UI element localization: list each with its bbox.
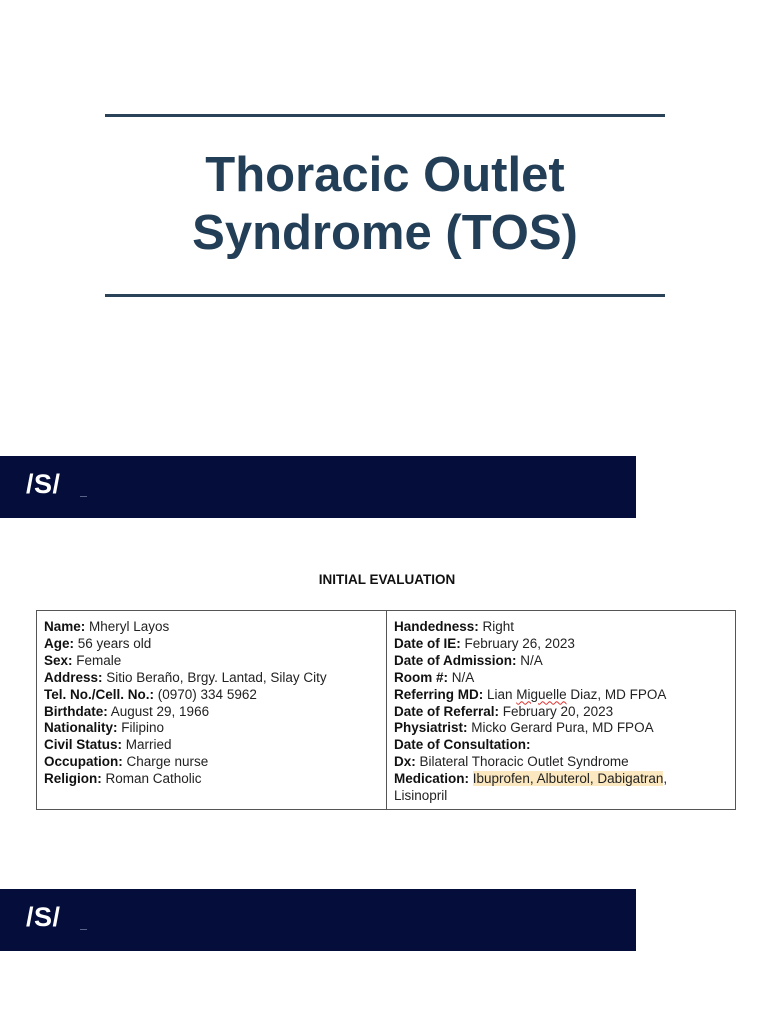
field-medication: Medication: Ibuprofen, Albuterol, Dabigatran, (394, 771, 668, 787)
title-bottom-rule (105, 294, 665, 297)
field-date-of-ie: Date of IE: February 26, 2023 (394, 635, 575, 651)
field-nationality: Nationality: Filipino (44, 720, 165, 736)
field-name: Name: Mheryl Layos (44, 619, 170, 634)
field-medication-continued: Lisinopril (394, 788, 448, 804)
field-address: Address: Sitio Beraño, Brgy. Lantad, Silay City (44, 669, 327, 685)
banner-mark (80, 925, 87, 930)
banner-logo-text: /S/ (26, 469, 61, 499)
field-religion: Religion: Roman Catholic (44, 771, 202, 787)
field-dx: Dx: Bilateral Thoracic Outlet Syndrome (394, 754, 629, 770)
field-date-of-admission: Date of Admission: N/A (394, 652, 543, 668)
banner-mark (80, 492, 87, 497)
field-room: Room #: N/A (394, 669, 475, 685)
evaluation-heading: INITIAL EVALUATION (318, 572, 456, 587)
field-occupation: Occupation: Charge nurse (44, 754, 209, 770)
medication-highlight: Ibuprofen, Albuterol, Dabigatran (472, 771, 664, 787)
field-birthdate: Birthdate: August 29, 1966 (44, 703, 210, 719)
page-title-line-1: Thoracic Outlet (205, 148, 565, 202)
field-date-of-consultation: Date of Consultation: (394, 737, 531, 753)
page-title-line-2: Syndrome (TOS) (192, 206, 578, 260)
field-referring-md: Referring MD: Lian Miguelle Diaz, MD FPOA (394, 686, 667, 702)
patient-info-table (36, 610, 736, 810)
clinical-details-column (387, 611, 735, 809)
banner-logo-text: /S/ (26, 902, 61, 932)
field-civil-status: Civil Status: Married (44, 737, 172, 753)
field-date-of-referral: Date of Referral: February 20, 2023 (394, 703, 614, 719)
field-handedness: Handedness: Right (394, 619, 515, 634)
page-title (105, 146, 665, 262)
signature-banner-bottom (0, 889, 636, 951)
field-phone: Tel. No./Cell. No.: (0970) 334 5962 (44, 686, 257, 702)
signature-banner-top (0, 456, 636, 518)
title-top-rule (105, 114, 665, 117)
spellcheck-flagged-word: Miguelle (516, 686, 567, 702)
field-age: Age: 56 years old (44, 635, 152, 651)
field-physiatrist: Physiatrist: Micko Gerard Pura, MD FPOA (394, 720, 654, 736)
patient-demographics-column (37, 611, 387, 809)
field-sex: Sex: Female (44, 652, 122, 668)
